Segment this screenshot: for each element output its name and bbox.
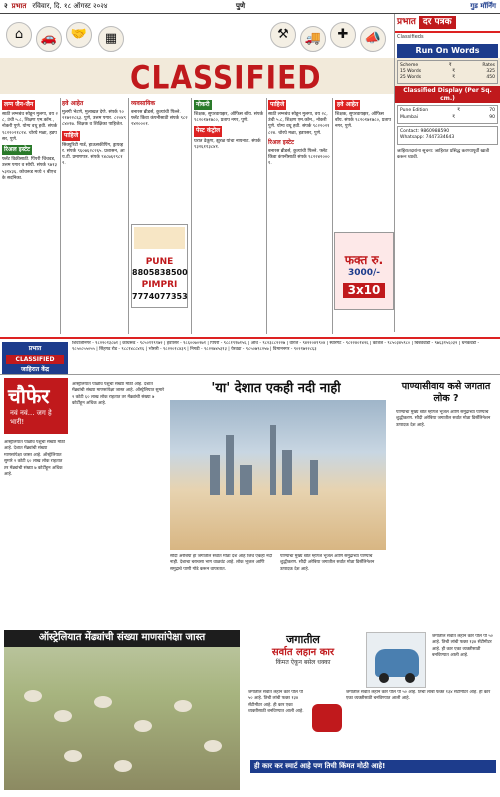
small-car-headline	[248, 633, 358, 667]
strip-logo-bottom: जाहिरात केंद्र	[20, 366, 50, 373]
truck-icon: 🚚	[300, 26, 326, 52]
desert-city-photo	[170, 400, 386, 550]
article-col: ऑस्ट्रेलियात पाळीव पशुंची संख्या मोठी आहे. देशात मेंढ्यांची संख्या माणसांपेक्षा जास्त आहे. ऑस्ट्रेलियात सुमारे २ कोटी ६० लाख लोक राहतात तर मेंढ्यांची संख्या ७ कोटींहून अधिक आहे.	[72, 382, 165, 407]
headline-line-1: जगातील	[286, 633, 320, 646]
megaphone-icon: 📣	[360, 26, 386, 52]
column-divider	[266, 98, 267, 334]
article-col: पाण्याचा मुख्य स्रोत म्हणजे भूजल आणि समुद्राच्या पाण्याचे शुद्धीकरण. सौदी अरेबिया जगातील सर्वात मोठा डिसॅलिनेशन उत्पादक देश आहे.	[280, 554, 375, 572]
contact-line: Whatsapp: 7447334643	[400, 135, 455, 141]
headline-line-2: सर्वात लहान कार	[271, 646, 335, 658]
sheep-caption: ऑस्ट्रेलियात मेंढ्यांची संख्या माणसांपेक्षा जास्त	[4, 630, 240, 647]
date-text: रविवार, दि. १८ ऑगस्ट २०२४	[32, 2, 108, 11]
col-heading: हवे आहेत	[335, 100, 360, 110]
article-col: जगातील सर्वात लहान कार पील पी ५० आहे. तिची लांबी फक्त १३४ सेंटीमीटर आहे. ही कार एका व्यक्तीसाठी बनविण्यात आली आहे.	[432, 634, 493, 659]
rate-row: 25 Words ₹ 450	[400, 75, 495, 81]
classified-title: CLASSIFIED	[130, 58, 322, 97]
rate-label: दर पत्रक	[419, 16, 456, 29]
strip-logo-top: प्रभात	[28, 345, 42, 352]
chauffeur-title: चौफेर	[8, 384, 50, 408]
col-text: घरात ढेकूण, झुरळ यांचा नायनाट. संपर्क ९३२६११३८४१.	[194, 138, 261, 150]
car-icon: 🚗	[36, 26, 62, 52]
rate-row: 15 Words ₹ 325	[400, 68, 495, 74]
col-text: सिक्युरिटी गार्ड, हाऊसकीपिंग, ड्रायव्हर. संपर्क ९६०७६२८२६५. प्रशासन, आय.टी. प्रमाणपत्र. संपर्क ९४८७६२९८१२.	[62, 142, 125, 167]
rate-row: Scheme ₹ Rates	[400, 62, 495, 68]
display-heading: Classified Display (Per Sq. cm.)	[395, 86, 500, 103]
red-car-photo	[312, 704, 342, 732]
rate-subtitle: Classifieds	[397, 34, 424, 41]
ad-offer-box	[334, 232, 394, 310]
strip-logo-mid: CLASSIFIED	[6, 355, 64, 365]
classified-col-3	[131, 98, 189, 222]
rate-brand: प्रभात	[397, 17, 416, 27]
headline-line-3: किंमत ऐकून बसेल धक्का	[275, 659, 331, 667]
aside-headline: पाण्यासीवाय कसे जगतात लोक ?	[401, 381, 491, 404]
article-col: जगातील सर्वात लहान कार पील पी ५० आहे. तिची लांबी फक्त १३४ सेंटीमीटर आहे. ही कार एका व्यक्तीसाठी बनविण्यात आली आहे.	[248, 690, 304, 715]
rate-row: Pune Edition ₹ 70	[400, 108, 495, 114]
medical-icon: ✚	[330, 22, 356, 48]
category-icons-right	[270, 18, 390, 58]
column-divider	[60, 98, 61, 334]
aside-body: पाण्याचा मुख्य स्रोत म्हणजे भूजल आणि समुद्राच्या पाण्याचे शुद्धीकरण. सौदी अरेबिया जगातील सर्वात मोठा डिसॅलिनेशन उत्पादक देश आहे.	[396, 410, 491, 428]
city-label: PIMPRI	[141, 280, 178, 291]
contact-line: Contact: 9860988590	[400, 128, 450, 134]
ad-price: 3000/-	[347, 268, 381, 278]
handshake-icon: 🤝	[66, 22, 92, 48]
building-icon: ▦	[98, 26, 124, 52]
office-contact-box	[131, 224, 188, 308]
col-heading: लग्न जैन-जैन	[2, 100, 35, 110]
strip-logo	[2, 342, 68, 374]
chauffeur-subtitle: नवं नवं... जग हे भारी!	[10, 409, 52, 426]
article-col: जगातील सर्वात लहान कार पील पी ५० आहे. तिची लांबी फक्त १३४ सेंटीमीटर आहे. ही कार एका व्यक्तीसाठी बनविण्यात आली आहे.	[346, 690, 491, 702]
col-heading: हवे आहेत	[62, 100, 84, 107]
branch-strip	[0, 337, 500, 375]
run-on-heading: Run On Words	[397, 44, 498, 58]
col-heading: रिअल इस्टेट	[2, 145, 32, 155]
rate-table	[397, 60, 498, 85]
page-header	[0, 0, 500, 14]
rate-row: Mumbai ₹ 90	[400, 114, 495, 120]
classified-col-2	[62, 98, 126, 334]
branch-list: शिवाजीनगर - ९८२२०१३८७१ | कोथरूड - ९८५०११९१७२ | हडपसर - ९८६००७०२७१ | पिंपरी - ९८८१९१७१५६ | औंध - ९८२३८८२२२७ | वारजे - ९४२२०४९९०४ | स्वारगेट - ९८२२४०१४२६ | कात्रज - ९८५०३४५९८० | बिबवेवाडी - ९७६३१५६०३२ | धनकवडी - ९८५०८५५०५५ | सिंहगड रोड - ९८८१४८८४१६ | भोसरी - ९८२२०१८४३९ | निगडी - ९८२२७४५३१३ | येरवडा - ९८५०७९८२५७ | विमाननगर - ९०२१७२२८६३	[72, 341, 480, 353]
advertiser-note: जाहिरातदारांना सूचना: जाहिरात प्रसिद्ध करण्यापूर्वी खात्री करून घ्यावी.	[397, 148, 490, 160]
col-text: बनारस ब्रीडर्स, कुत्र्यांची पिल्ले. फ्लॅट किंवा कंपनीसाठी संपर्क ९८२२४२०००१.	[131, 110, 188, 128]
classified-col-6	[335, 98, 393, 228]
column-divider	[191, 98, 192, 334]
ad-size: 3x10	[343, 283, 385, 298]
chauffeur-logo	[4, 378, 68, 434]
article-col: सौदी अरेबिया हा जगातील सर्वात मोठा देश आहे जिथे एकही नदी नाही. देशाचा बराचसा भाग वाळवंट आहे. लोक भूजल आणि समुद्राचे पाणी गोडे करून वापरतात.	[170, 554, 272, 572]
col-heading: व्यवसायिक	[131, 100, 156, 107]
phone-number: 7774077353	[132, 291, 188, 301]
edition-name: गुड मॉर्निंग	[470, 2, 496, 11]
office-image	[134, 227, 185, 249]
col-heading: रिअल इस्टेट	[268, 138, 295, 146]
col-heading: पाहिजे	[62, 131, 80, 141]
sheep-photo	[4, 630, 240, 790]
small-car-photo	[366, 632, 426, 688]
brand-logo: प्रभात	[11, 2, 27, 11]
col-text: बनारस ब्रीडर्स, कुत्र्यांची पिल्ले. फ्लॅट किंवा कंपनीसाठी संपर्क ९८२२४२०००१.	[268, 148, 330, 167]
col-text: साठी लग्नबंध सोडून मुलगा, वय २८, उंची ५.८, शिक्षण एम.कॉम., नोकरी पुणे. योग्य वधू हवी. संपर्क ९८२२०२१८२४. चोरघे मळा, हडपसर, पुणे.	[2, 112, 58, 142]
col-text: शिक्षक, सुपरवायझर, ऑफिस बॉय. संपर्क ९८२०१७१७८०, प्रताप नगर, पुणे.	[335, 112, 391, 130]
article-headline: 'या' देशात एकही नदी नाही	[211, 381, 341, 396]
article-col: ऑस्ट्रेलियात पाळीव पशुंची संख्या मोठी आहे. देशात मेंढ्यांची संख्या माणसांपेक्षा जास्त आहे. ऑस्ट्रेलियात सुमारे २ कोटी ६० लाख लोक राहतात तर मेंढ्यांची संख्या ७ कोटींहून अधिक आहे.	[4, 440, 65, 477]
col-text: मुलगी भेटणे, मुलाखत देणे. संपर्क ९०२१७२२८६३. पुणे, उत्तम पगार. ८२०४९८४०१७. शिक्षक व शिक्षिका पाहिजेत.	[62, 110, 126, 128]
classified-col-4	[194, 98, 264, 334]
col-heading: पाहिजे	[268, 100, 286, 110]
contact-box	[397, 126, 498, 145]
classified-col-5	[268, 98, 330, 334]
display-rate-table	[397, 105, 498, 124]
col-heading: पेस्ट कंट्रोल	[194, 126, 222, 136]
col-text: फ्लॅट विक्रीसाठी. पिंपरी चिंचवड, उत्तम पगार व सोयी. संपर्क ९७१३५३१४३६. कोथरूड मध्ये २ बीएचके सदनिका.	[2, 157, 57, 181]
tools-icon: ⚒	[270, 22, 296, 48]
col-heading: नोकरी	[194, 100, 212, 110]
home-icon: ⌂	[6, 22, 32, 48]
page-number: २	[4, 2, 8, 11]
rate-card-panel	[394, 14, 500, 332]
fact-box: ही कार कर स्मार्ट आहे पण तिची किंमत मोठी आहे!	[250, 760, 496, 773]
ad-title: फक्त रु.	[344, 253, 384, 267]
classified-col-1	[2, 98, 58, 334]
phone-number: 8805838500	[132, 268, 188, 278]
column-divider	[332, 98, 333, 334]
city-label: PUNE	[145, 257, 174, 267]
city-name: पुणे	[236, 2, 246, 11]
category-icons	[0, 18, 289, 58]
col-text: साठी लग्नबंध सोडून मुलगा, वय २८, उंची ५.८, शिक्षण एम.कॉम., नोकरी पुणे. योग्य वधू हवी. संपर्क ९८२२०२१८२४. चोरघे मळा, हडपसर, पुणे.	[268, 112, 330, 136]
col-text: शिक्षक, सुपरवायझर, ऑफिस बॉय. संपर्क ९८२०१७१७८०, प्रताप नगर, पुणे.	[194, 112, 263, 124]
rate-card-title	[395, 14, 500, 33]
column-divider	[128, 98, 129, 334]
